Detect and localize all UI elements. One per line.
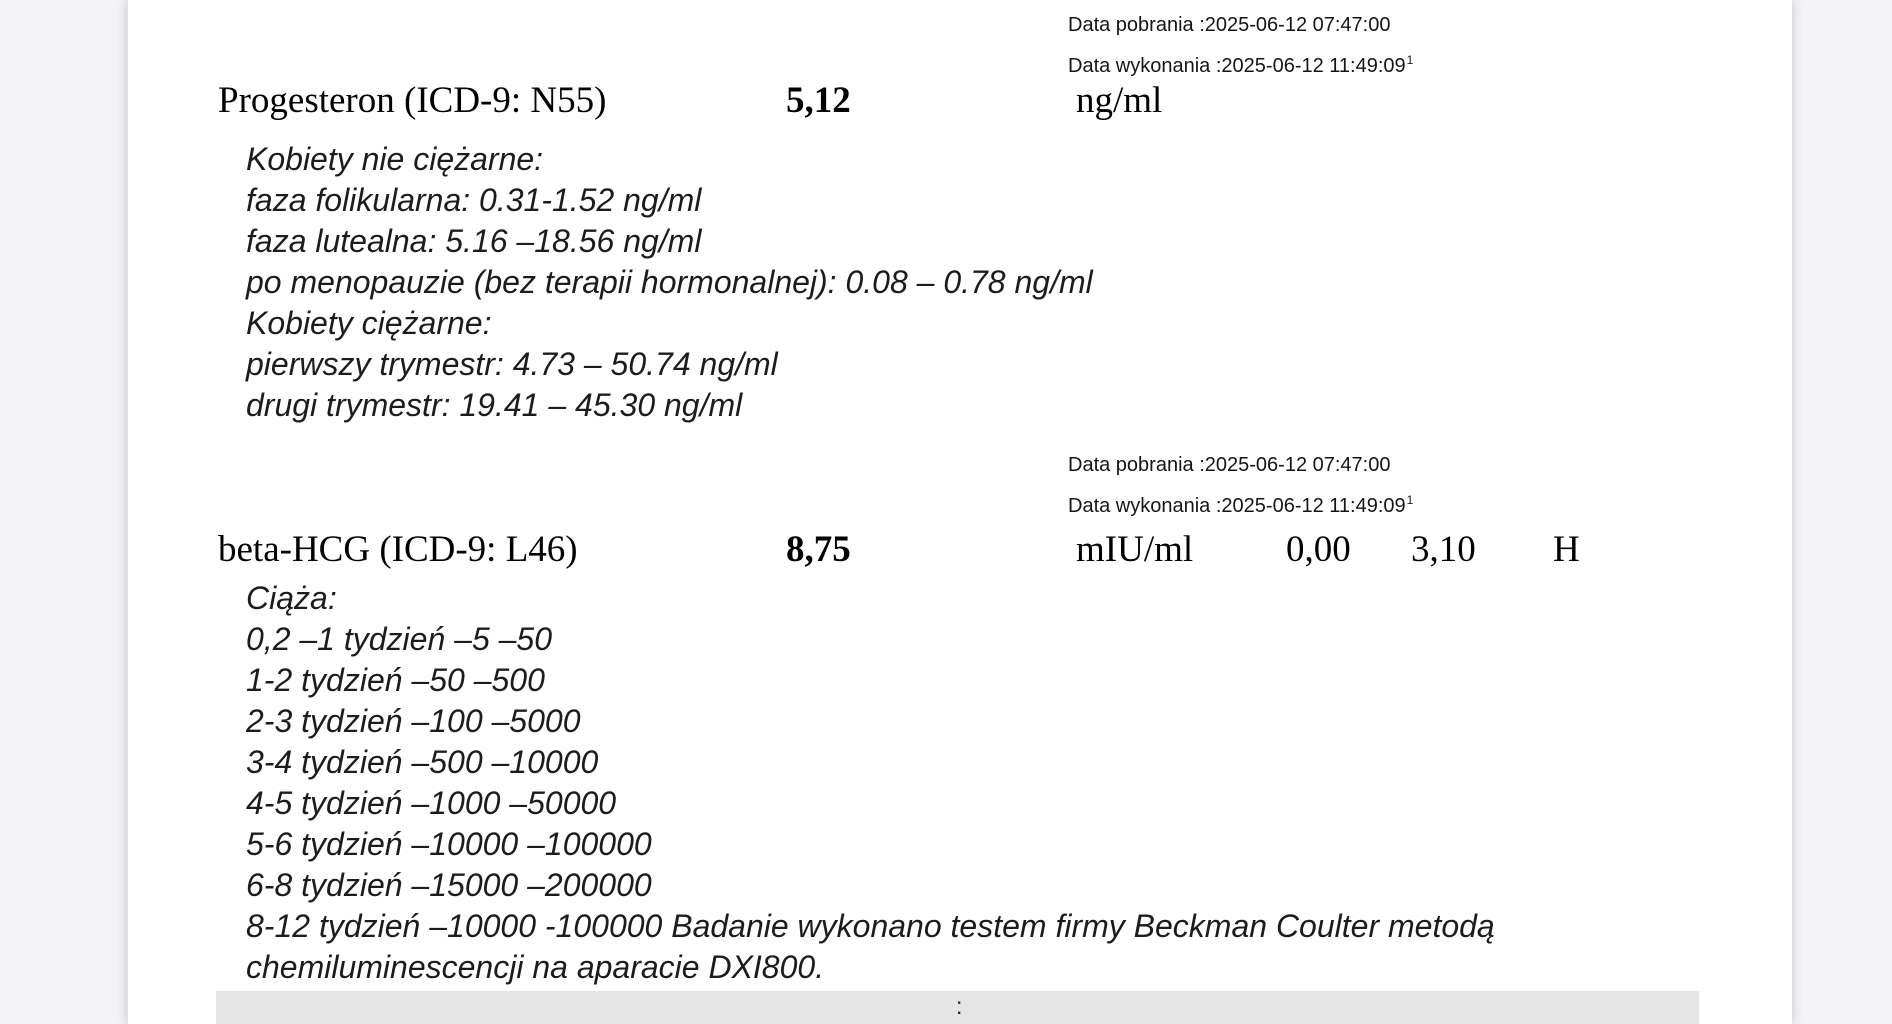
footnote-marker: 1 <box>1406 493 1414 508</box>
test-flag-high: H <box>1553 529 1580 570</box>
execution-date-label: Data wykonania : <box>1068 495 1222 517</box>
reference-range-line: 2-3 tydzień –100 –5000 <box>246 703 581 739</box>
footnote-marker: 1 <box>1406 53 1414 68</box>
reference-range-line: faza folikularna: 0.31-1.52 ng/ml <box>246 182 702 218</box>
reference-range-line: po menopauzie (bez terapii hormonalnej): 0.08 – 0.78 ng/ml <box>246 264 1093 300</box>
execution-date-line <box>1068 53 1413 79</box>
collection-date-label: Data pobrania : <box>1068 14 1205 36</box>
lab-report-page <box>127 0 1792 1024</box>
collection-date-value: 2025-06-12 07:47:00 <box>1204 454 1391 476</box>
reference-range-line: 6-8 tydzień –15000 –200000 <box>246 867 652 903</box>
execution-date-value: 2025-06-12 11:49:09 <box>1221 495 1406 517</box>
reference-range-line: Kobiety ciężarne: <box>246 305 492 341</box>
reference-range-line: 4-5 tydzień –1000 –50000 <box>246 785 617 821</box>
reference-range-line: chemiluminescencji na aparacie DXI800. <box>246 949 825 985</box>
reference-range-line: 8-12 tydzień –10000 -100000 Badanie wykonano testem firmy Beckman Coulter metodą <box>246 908 1495 944</box>
collection-date-line <box>1068 12 1390 38</box>
test-name: Progesteron (ICD-9: N55) <box>218 80 607 121</box>
footer-section-bar <box>216 991 1699 1024</box>
reference-range-line: 1-2 tydzień –50 –500 <box>246 662 545 698</box>
test-unit: ng/ml <box>1076 80 1163 121</box>
test-name: beta-HCG (ICD-9: L46) <box>218 529 578 570</box>
execution-date-value: 2025-06-12 11:49:09 <box>1221 55 1406 77</box>
reference-range-line: faza lutealna: 5.16 –18.56 ng/ml <box>246 223 702 259</box>
collection-date-value: 2025-06-12 07:47:00 <box>1204 14 1391 36</box>
reference-range-block <box>246 578 1495 988</box>
reference-range-line: Kobiety nie ciężarne: <box>246 141 544 177</box>
execution-date-label: Data wykonania : <box>1068 55 1222 77</box>
reference-range-line: pierwszy trymestr: 4.73 – 50.74 ng/ml <box>246 346 778 382</box>
reference-range-line: drugi trymestr: 19.41 – 45.30 ng/ml <box>246 387 743 423</box>
test-result: 5,12 <box>786 80 851 121</box>
test-ref-low: 0,00 <box>1286 529 1351 570</box>
collection-date-line <box>1068 452 1390 478</box>
reference-range-line: 3-4 tydzień –500 –10000 <box>246 744 599 780</box>
reference-range-line: 5-6 tydzień –10000 –100000 <box>246 826 652 862</box>
footer-colon-text: : <box>956 993 963 1019</box>
test-ref-high: 3,10 <box>1411 529 1476 570</box>
reference-range-line: Ciąża: <box>246 580 337 616</box>
collection-date-label: Data pobrania : <box>1068 454 1205 476</box>
reference-range-block <box>246 139 1093 426</box>
reference-range-line: 0,2 –1 tydzień –5 –50 <box>246 621 553 657</box>
test-unit: mIU/ml <box>1076 529 1194 570</box>
execution-date-line <box>1068 493 1413 519</box>
test-result: 8,75 <box>786 529 851 570</box>
